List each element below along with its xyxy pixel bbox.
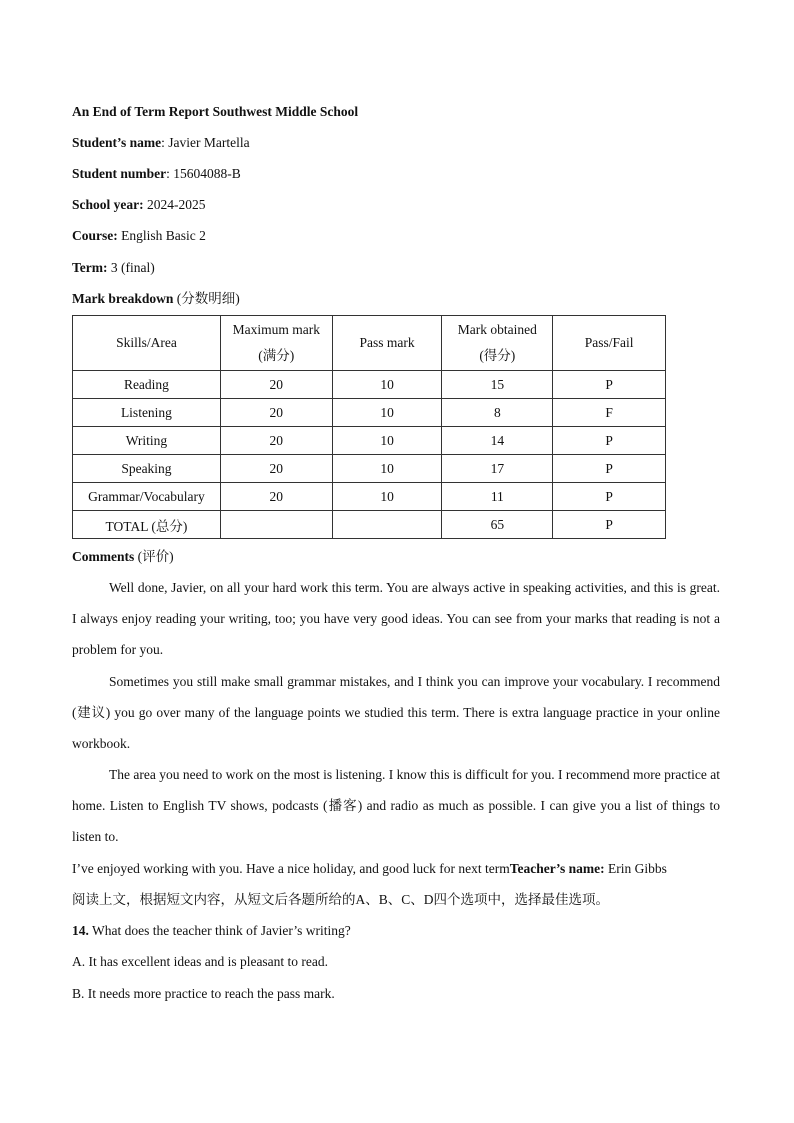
comment-paragraph-2: Sometimes you still make small grammar mistakes, and I think you can improve your vocabulary. I recommend (建议) you go over many of the language points we studied this term. There is extra language practice in your online workbook. (72, 674, 720, 751)
report-title: An End of Term Report Southwest Middle School (72, 104, 359, 119)
comments-label: Comments (72, 549, 135, 564)
closing-line (72, 860, 667, 878)
cell-total-pass-fail: P (553, 511, 666, 539)
header-maximum-mark-cn: (满分) (258, 348, 295, 363)
cell-skill: Speaking (73, 455, 221, 483)
cell-pass-mark: 10 (332, 455, 442, 483)
cell-mark-obtained: 11 (442, 483, 553, 511)
cell-pass-mark: 10 (332, 483, 442, 511)
course-value: English Basic 2 (117, 228, 206, 243)
header-pass-mark: Pass mark (332, 316, 442, 371)
student-number-line (72, 165, 241, 183)
header-maximum-mark-en: Maximum mark (232, 322, 320, 337)
cell-skill: Grammar/Vocabulary (73, 483, 221, 511)
cell-maximum-mark: 20 (220, 371, 332, 399)
cell-pass-fail: P (553, 455, 666, 483)
cell-pass-fail: P (553, 483, 666, 511)
term-value: 3 (final) (107, 260, 155, 275)
cell-mark-obtained: 8 (442, 399, 553, 427)
cell-skill: Writing (73, 427, 221, 455)
cell-maximum-mark: 20 (220, 455, 332, 483)
cell-maximum-mark (220, 511, 332, 539)
course-line (72, 227, 206, 245)
header-pass-fail: Pass/Fail (553, 316, 666, 371)
teacher-name-value: Erin Gibbs (604, 861, 667, 876)
term-line (72, 259, 155, 277)
table-row (73, 427, 666, 455)
cell-skill: Reading (73, 371, 221, 399)
cell-maximum-mark: 20 (220, 399, 332, 427)
table-total-row (73, 511, 666, 539)
table-header-row (73, 316, 666, 371)
term-label: Term: (72, 260, 108, 275)
student-name-line (72, 134, 250, 152)
cell-total-label: TOTAL (总分) (73, 511, 221, 539)
cell-pass-fail: P (553, 427, 666, 455)
cell-mark-obtained: 17 (442, 455, 553, 483)
student-name-value: : Javier Martella (161, 135, 250, 150)
cell-pass-fail: F (553, 399, 666, 427)
student-name-label: Student’s name (72, 135, 162, 150)
cell-pass-mark: 10 (332, 399, 442, 427)
closing-text: I’ve enjoyed working with you. Have a nice holiday, and good luck for next term (72, 861, 510, 876)
student-number-label: Student number (72, 166, 167, 181)
question-number: 14. (72, 923, 89, 938)
breakdown-label-cn: (分数明细) (173, 291, 240, 306)
student-number-value: : 15604088-B (166, 166, 241, 181)
comment-paragraph-3: The area you need to work on the most is listening. I know this is difficult for you. I recommend more practice at home. Listen to English TV shows, podcasts (播客) and radio as much as possible. I can give you a list of things to listen to. (72, 767, 720, 844)
cell-total-mark: 65 (442, 511, 553, 539)
comment-paragraph-1: Well done, Javier, on all your hard work this term. You are always active in speaking activities, and this is great. I always enjoy reading your writing, too; you have very good ideas. You can see from your marks that reading is not a problem for you. (72, 580, 720, 657)
cell-mark-obtained: 15 (442, 371, 553, 399)
question-text: What does the teacher think of Javier’s writing? (88, 923, 351, 938)
cell-maximum-mark: 20 (220, 483, 332, 511)
school-year-value: 2024-2025 (143, 197, 206, 212)
cell-pass-mark (332, 511, 442, 539)
cell-pass-mark: 10 (332, 427, 442, 455)
teacher-name-label: Teacher’s name: (509, 861, 605, 876)
breakdown-heading (72, 290, 240, 308)
question-instruction: 阅读上文，根据短文内容，从短文后各题所给的A、B、C、D四个选项中，选择最佳选项。 (72, 892, 610, 907)
cell-pass-fail: P (553, 371, 666, 399)
cell-skill: Listening (73, 399, 221, 427)
breakdown-label: Mark breakdown (72, 291, 174, 306)
table-row (73, 399, 666, 427)
header-mark-obtained (442, 316, 553, 371)
table-row (73, 371, 666, 399)
option-b[interactable]: B. It needs more practice to reach the pass mark. (72, 986, 335, 1001)
cell-mark-obtained: 14 (442, 427, 553, 455)
header-mark-obtained-cn: (得分) (479, 348, 516, 363)
school-year-label: School year: (72, 197, 144, 212)
option-a[interactable]: A. It has excellent ideas and is pleasant to read. (72, 954, 329, 969)
cell-pass-mark: 10 (332, 371, 442, 399)
question-14 (72, 922, 351, 940)
header-maximum-mark (220, 316, 332, 371)
school-year-line (72, 196, 206, 214)
table-row (73, 455, 666, 483)
comments-label-cn: (评价) (134, 549, 174, 564)
mark-breakdown-table (72, 315, 666, 539)
table-row (73, 483, 666, 511)
cell-maximum-mark: 20 (220, 427, 332, 455)
header-mark-obtained-en: Mark obtained (457, 322, 537, 337)
comments-heading (72, 548, 174, 566)
header-skills-area: Skills/Area (73, 316, 221, 371)
course-label: Course: (72, 228, 118, 243)
